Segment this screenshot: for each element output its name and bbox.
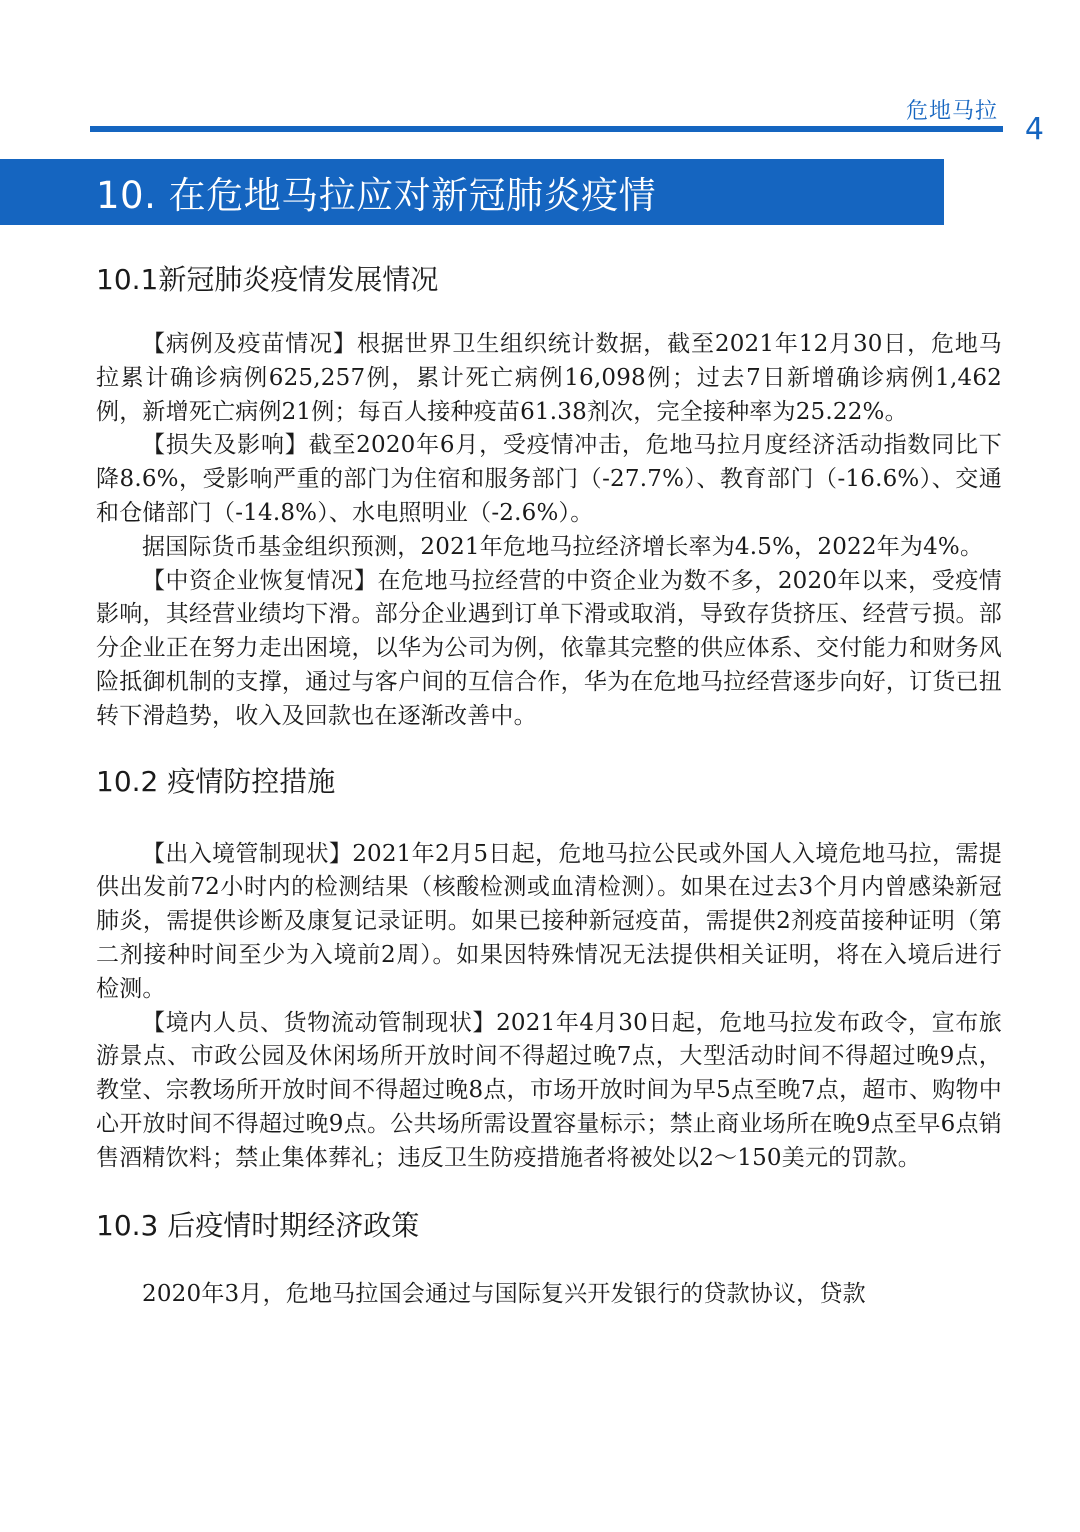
paragraph-text: 据国际货币基金组织预测，2021年危地马拉经济增长率为4.5%，2022年为4%。 <box>142 533 984 560</box>
paragraph-text: 根据世界卫生组织统计数据，截至2021年12月30日，危地马拉累计确诊病例625,257例，累计死亡病例16,098例；过去7日新增确诊病例1,462例，新增死亡病例21例；每百人接种疫苗61.38剂次，完全接种率为25.22%。 <box>96 331 1002 425</box>
paragraph-losses-impact <box>96 429 1002 530</box>
paragraph-imf-forecast <box>96 531 1002 565</box>
paragraph-tag: 【中资企业恢复情况】 <box>142 567 378 594</box>
paragraph-domestic-movement-control <box>96 1007 1002 1176</box>
paragraph-economic-policy <box>96 1278 1002 1312</box>
paragraph-tag: 【病例及疫苗情况】 <box>142 331 357 357</box>
paragraph-chinese-enterprises <box>96 565 1002 734</box>
page-number: 4 <box>1024 112 1044 147</box>
section-heading-10-2: 10.2 疫情防控措施 <box>96 764 336 798</box>
section-heading-10-1: 10.1新冠肺炎疫情发展情况 <box>96 263 439 296</box>
section-heading-10-3: 10.3 后疫情时期经济政策 <box>96 1208 420 1242</box>
paragraph-text: 2021年4月30日起，危地马拉发布政令，宣布旅游景点、市政公园及休闲场所开放时间不得超过晚7点，大型活动时间不得超过晚9点，教堂、宗教场所开放时间不得超过晚8点，市场开放时间为早5点至晚7点，超市、购物中心开放时间不得超过晚9点。公共场所需设置容量标示；禁止商业场所在晚9点至早6点销售酒精饮料；禁止集体葬礼；违反卫生防疫措施者将被处以2～150美元的罚款。 <box>96 1009 1003 1171</box>
paragraph-tag: 【损失及影响】 <box>142 432 309 459</box>
running-head: 危地马拉 <box>905 99 998 124</box>
paragraph-text: 在危地马拉经营的中资企业为数不多，2020年以来，受疫情影响，其经营业绩均下滑。部分企业遇到订单下滑或取消，导致存货挤压、经营亏损。部分企业正在努力走出困境，以华为公司为例，依靠其完整的供应体系、交付能力和财务风险抵御机制的支撑，通过与客户间的互信合作，华为在危地马拉经营逐步向好，订货已扭转下滑趋势，收入及回款也在逐渐改善中。 <box>96 567 1003 729</box>
chapter-title-band <box>0 159 944 225</box>
paragraph-cases-vaccines <box>96 328 1002 429</box>
header-rule <box>90 126 1003 132</box>
paragraph-tag: 【出入境管制现状】 <box>142 840 353 867</box>
chapter-title: 10. 在危地马拉应对新冠肺炎疫情 <box>96 174 657 217</box>
paragraph-tag: 【境内人员、货物流动管制现状】 <box>142 1009 497 1036</box>
paragraph-text: 截至2020年6月，受疫情冲击，危地马拉月度经济活动指数同比下降8.6%，受影响严重的部门为住宿和服务部门（-27.7%）、教育部门（-16.6%）、交通和仓储部门（-14.8%）、水电照明业（-2.6%）。 <box>96 432 1003 526</box>
paragraph-text: 2021年2月5日起，危地马拉公民或外国人入境危地马拉，需提供出发前72小时内的检测结果（核酸检测或血清检测）。如果在过去3个月内曾感染新冠肺炎，需提供诊断及康复记录证明。如果已接种新冠疫苗，需提供2剂疫苗接种证明（第二剂接种时间至少为入境前2周）。如果因特殊情况无法提供相关证明，将在入境后进行检测。 <box>96 840 1002 1002</box>
paragraph-entry-exit-control <box>96 838 1002 1007</box>
paragraph-text: 2020年3月，危地马拉国会通过与国际复兴开发银行的贷款协议，贷款 <box>142 1280 866 1307</box>
page-content <box>96 258 1002 1311</box>
